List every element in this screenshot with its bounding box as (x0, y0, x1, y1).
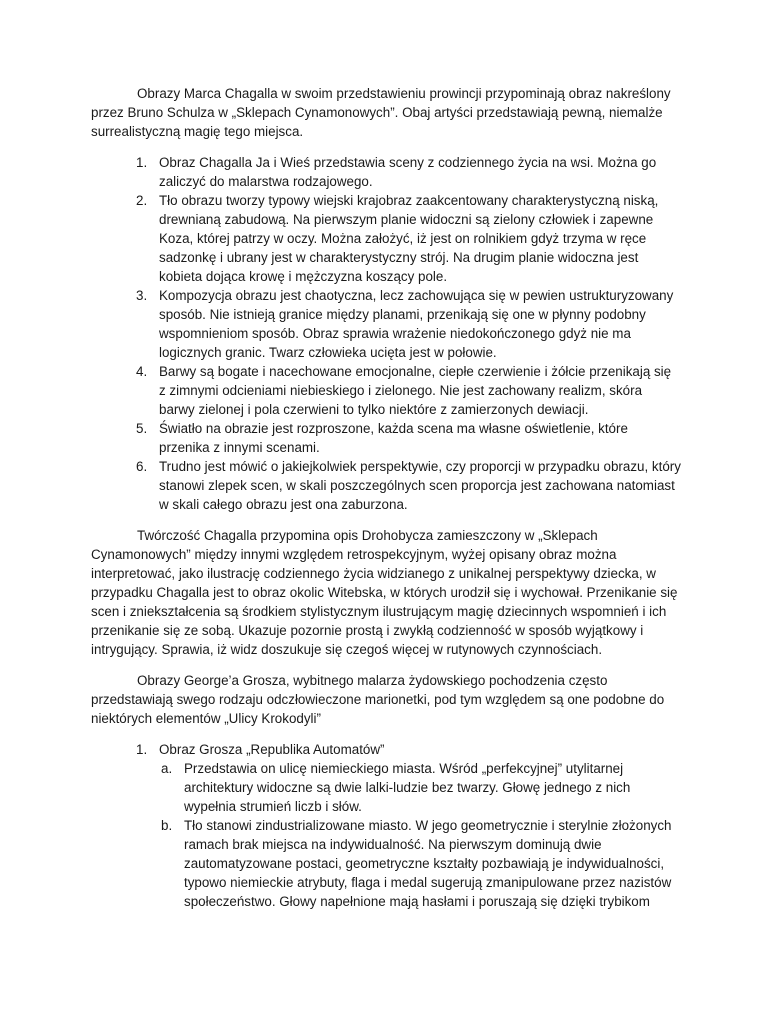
list-item-text: Barwy są bogate i nacechowane emocjonalne, ciepłe czerwienie i żółcie przenikają się z zimnymi odcieniami niebieskiego i zielonego. Nie jest zachowany realizm, skóra barwy zielonej i pola czerwieni to tylko niektóre z zamierzonych dewiacji. (159, 364, 672, 417)
list-number: 4. (136, 364, 148, 379)
list-item (91, 191, 681, 286)
sub-list-item-text: Przedstawia on ulicę niemieckiego miasta. Wśród „perfekcyjnej” utylitarnej architektury widoczne są dwie lalki-ludzie bez twarzy. Głowę jednego z nich wypełnia strumień liczb i słów. (184, 761, 631, 814)
document-page (91, 84, 681, 923)
list-item-text: Trudno jest mówić o jakiejkolwiek perspektywie, czy proporcji w przypadku obrazu, który stanowi zlepek scen, w skali poszczególnych scen proporcja jest zachowana natomiast w skali całego obrazu jest ona zaburzona. (159, 459, 681, 512)
list-item-text: Światło na obrazie jest rozproszone, każda scena ma własne oświetlenie, które przenika z innymi scenami. (159, 421, 628, 455)
list-number: 1. (136, 742, 148, 757)
list-number: 1. (136, 155, 148, 170)
list-item (91, 362, 681, 419)
chagall-interpretation-paragraph: Twórczość Chagalla przypomina opis Drohobycza zamieszczony w „Sklepach Cynamonowych” między innymi względem retrospekcyjnym, wyżej opisany obraz można interpretować, jako ilustrację codziennego życia widzianego z unikalnej perspektywy dziecka, w przypadku Chagalla jest to obraz okolic Witebska, w których urodził się i wychował. Przenikanie się scen i zniekształcenia są środkiem stylistycznym ilustrującym magię dziecinnych wspomnień i ich przenikanie się ze sobą. Ukazuje pozornie prostą i zwykłą codzienność w sposób wyjątkowy i intrygujący. Sprawia, iż widz doszukuje się czegoś więcej w rutynowych czynnościach. (91, 528, 678, 657)
list-item (91, 286, 681, 362)
sub-list-letter: a. (161, 761, 173, 776)
list-item-text: Tło obrazu tworzy typowy wiejski krajobraz zaakcentowany charakterystyczną niską, drewnianą zabudową. Na pierwszym planie widoczni są zielony człowiek i zapewne Koza, której patrzy w oczy. Można założyć, iż jest on rolnikiem gdyż trzyma w ręce sadzonkę i ubrany jest w charakterystyczny strój. Na drugim planie widoczna jest kobieta dojąca krowę i mężczyzna koszący pole. (159, 193, 659, 284)
grosz-intro-paragraph: Obrazy George’a Grosza, wybitnego malarza żydowskiego pochodzenia często przedstawiają swego rodzaju odczłowieczone marionetki, pod tym względem są one podobne do niektórych elementów „Ulicy Krokodyli” (91, 673, 665, 726)
list-item (91, 740, 681, 911)
list-number: 5. (136, 421, 148, 436)
list-item-text: Obraz Grosza „Republika Automatów” (159, 742, 385, 757)
grosz-painting-list (91, 740, 681, 911)
sub-list-item-text: Tło stanowi zindustrializowane miasto. W jego geometrycznie i sterylnie złożonych ramach brak miejsca na indywidualność. Na pierwszym dominują dwie zautomatyzowane postaci, geometryczne kształty pozbawiają je indywidualności, typowo niemieckie atrybuty, flaga i medal sugerują zmanipulowane przez nazistów społeczeństwo. Głowy napełnione mają hasłami i poruszają się dzięki trybikom (184, 818, 672, 909)
grosz-sub-list (159, 759, 681, 911)
chagall-painting-list (91, 153, 681, 514)
list-item-text: Obraz Chagalla Ja i Wieś przedstawia sceny z codziennego życia na wsi. Można go zaliczyć do malarstwa rodzajowego. (159, 155, 657, 189)
list-item (91, 419, 681, 457)
sub-list-item (159, 816, 681, 911)
list-number: 2. (136, 193, 148, 208)
sub-list-letter: b. (161, 818, 173, 833)
list-item (91, 153, 681, 191)
list-number: 3. (136, 288, 148, 303)
sub-list-item (159, 759, 681, 816)
list-number: 6. (136, 459, 148, 474)
list-item (91, 457, 681, 514)
intro-paragraph: Obrazy Marca Chagalla w swoim przedstawieniu prowincji przypominają obraz nakreślony przez Bruno Schulza w „Sklepach Cynamonowych”. Obaj artyści przedstawiają pewną, niemalże surrealistyczną magię tego miejsca. (91, 86, 671, 139)
list-item-text: Kompozycja obrazu jest chaotyczna, lecz zachowująca się w pewien ustrukturyzowany sposób. Nie istnieją granice między planami, przenikają się one w płynny podobny wspomnieniom sposób. Obraz sprawia wrażenie niedokończonego gdyż nie ma logicznych granic. Twarz człowieka ucięta jest w połowie. (159, 288, 674, 360)
